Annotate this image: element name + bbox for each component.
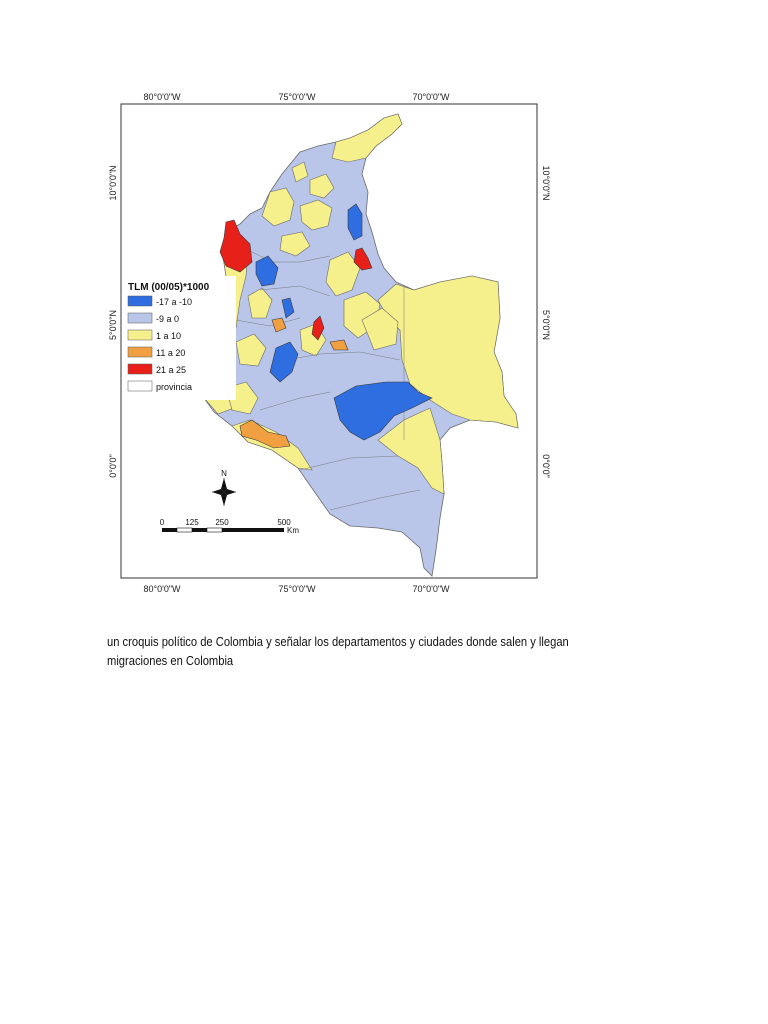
caption-line-1: un croquis político de Colombia y señalar los departamentos y ciudades donde salen y llegan: [107, 634, 569, 649]
legend-title: TLM (00/05)*1000: [128, 282, 210, 293]
legend-swatch-5: [128, 381, 152, 391]
legend-label-4: 21 a 25: [156, 365, 187, 375]
legend-swatch-0: [128, 296, 152, 306]
legend-label-5: provincia: [156, 382, 193, 392]
legend-swatch-3: [128, 347, 152, 357]
north-label: N: [221, 469, 227, 478]
coord-right-10n: 10°0'0"N: [541, 165, 551, 201]
legend-label-3: 11 a 20: [156, 348, 186, 358]
coord-right-5n: 5°0'0"N: [541, 309, 551, 341]
coord-bottom-75w: 75°0'0"W: [278, 584, 316, 594]
legend-swatch-4: [128, 364, 152, 374]
caption-line-2: migraciones en Colombia: [107, 653, 234, 668]
coord-left-5n: 5°0'0"N: [108, 309, 118, 341]
coord-bottom-70w: 70°0'0"W: [412, 584, 450, 594]
coord-right-0: 0°0'0": [541, 454, 551, 478]
legend-label-1: -9 a 0: [156, 314, 180, 324]
coord-left-10n: 10°0'0"N: [108, 165, 118, 201]
legend: [124, 276, 236, 400]
scale-unit: Km: [287, 526, 299, 535]
coord-left-0: 0°0'0": [108, 454, 118, 478]
scale-tick-250: 250: [215, 518, 229, 527]
coord-bottom-80w: 80°0'0"W: [143, 584, 181, 594]
legend-label-2: 1 a 10: [156, 331, 182, 341]
coord-top-70w: 70°0'0"W: [412, 92, 450, 102]
coord-top-75w: 75°0'0"W: [278, 92, 316, 102]
scale-tick-125: 125: [185, 518, 199, 527]
legend-swatch-2: [128, 330, 152, 340]
scale-tick-0: 0: [159, 518, 165, 527]
legend-label-0: -17 a -10: [156, 297, 193, 307]
legend-swatch-1: [128, 313, 152, 323]
caption: [107, 632, 589, 670]
coord-top-80w: 80°0'0"W: [143, 92, 181, 102]
scale-tick-500: 500: [277, 518, 291, 527]
